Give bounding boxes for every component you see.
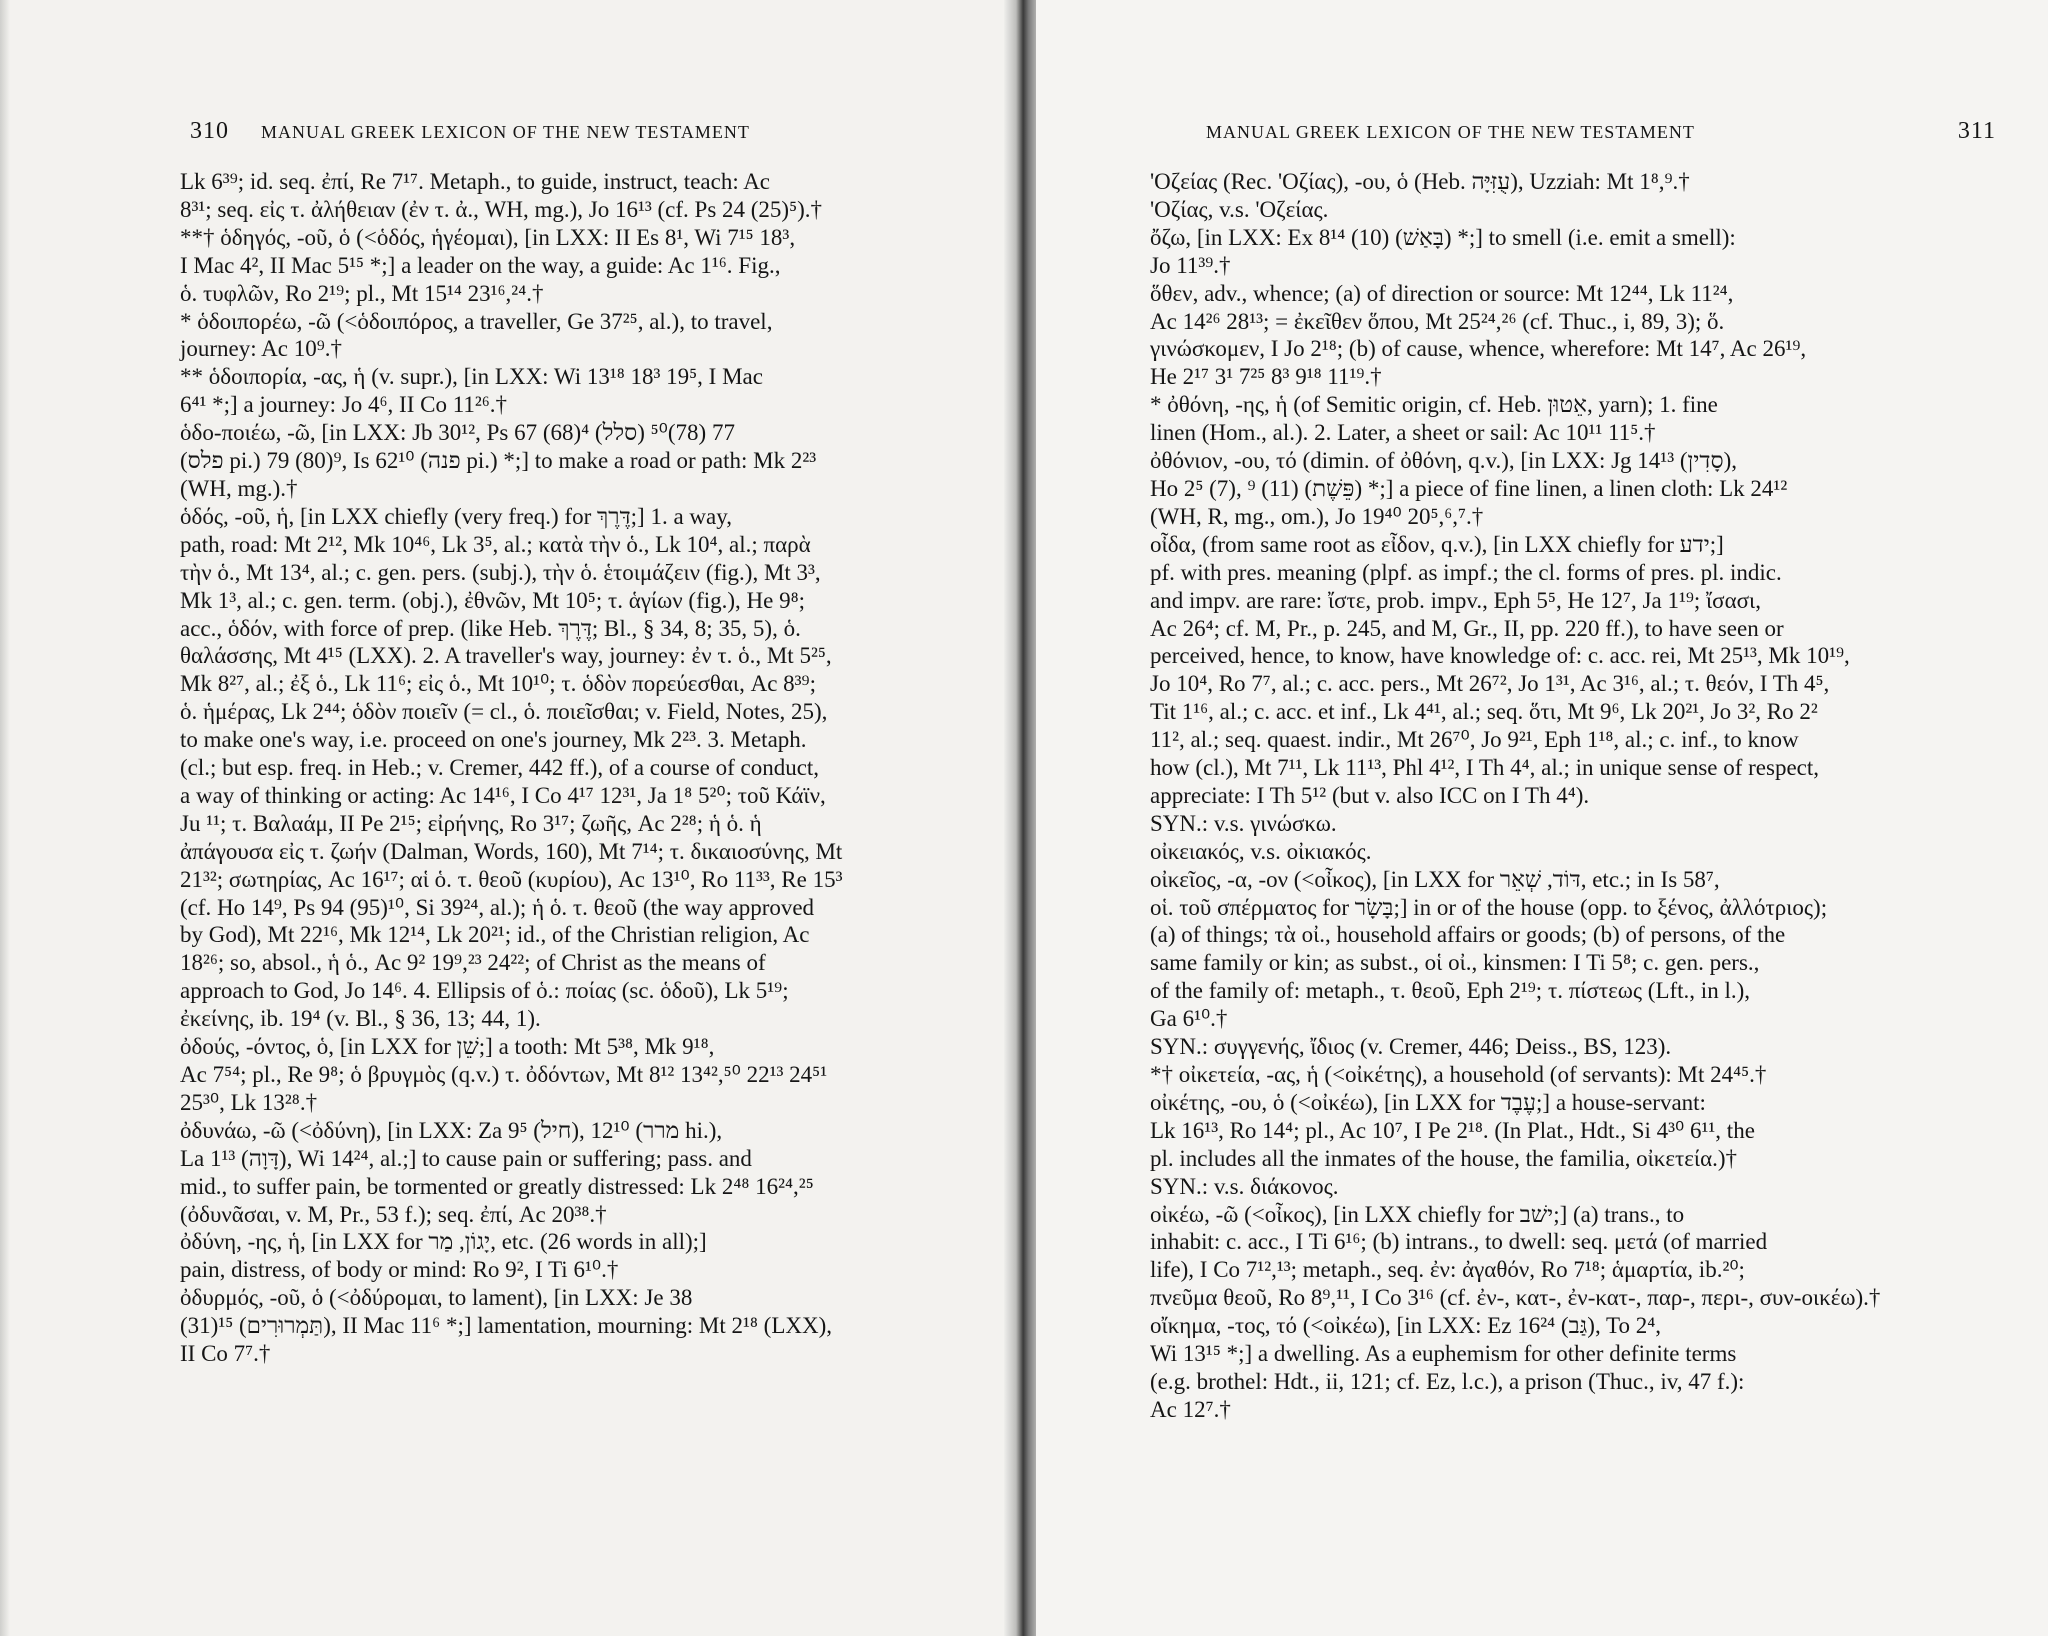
text-line: 6⁴¹ *;] a journey: Jo 4⁶, II Co 11²⁶.† xyxy=(180,392,508,418)
text-line: pf. with pres. meaning (plpf. as impf.; the cl. forms of pres. pl. indic. xyxy=(1150,559,1782,585)
text-line: approach to God, Jo 14⁶. 4. Ellipsis of ὁ.: ποίας (sc. ὁδοῦ), Lk 5¹⁹; xyxy=(180,978,789,1004)
text-line: οἰκέτης, -ου, ὁ (<οἰκέω), [in LXX for עֶבֶד;] a house-servant: xyxy=(1150,1089,1706,1115)
text-line: ἀπάγουσα εἰς τ. ζωήν (Dalman, Words, 160), Mt 7¹⁴; τ. δικαιοσύνης, Mt xyxy=(180,838,843,864)
text-line: SYN.: συγγενής, ἴδιος (v. Cremer, 446; Deiss., BS, 123). xyxy=(1150,1034,1672,1060)
right-page-number: 311 xyxy=(1957,118,1996,144)
text-line: (cl.; but esp. freq. in Heb.; v. Cremer, 442 ff.), of a course of conduct, xyxy=(180,755,820,781)
text-line: Tit 1¹⁶, al.; c. acc. et inf., Lk 4⁴¹, al.; seq. ὅτι, Mt 9⁶, Lk 20²¹, Jo 3², Ro 2² xyxy=(1150,699,1818,725)
text-line: SYN.: v.s. γινώσκω. xyxy=(1150,810,1337,836)
text-line: ὁδο-ποιέω, -ῶ, [in LXX: Jb 30¹², Ps 67 (68)⁴ (סלל) 77 (78)⁵⁰ xyxy=(180,420,735,446)
text-line: Ga 6¹⁰.† xyxy=(1150,1006,1228,1032)
text-line: 18²⁶; so, absol., ἡ ὁ., Ac 9² 19⁹,²³ 24²²; of Christ as the means of xyxy=(180,950,766,976)
text-line: 21³²; σωτηρίας, Ac 16¹⁷; αἱ ὁ. τ. θεοῦ (κυρίου), Ac 13¹⁰, Ro 11³³, Re 15³ xyxy=(180,866,843,892)
text-line: Ac 12⁷.† xyxy=(1150,1396,1231,1422)
text-line: ὁ. τυφλῶν, Ro 2¹⁹; pl., Mt 15¹⁴ 23¹⁶,²⁴.† xyxy=(180,280,544,306)
text-line: pl. includes all the inmates of the house, the familia, οἰκετεία.)† xyxy=(1150,1145,1738,1171)
text-line: II Co 7⁷.† xyxy=(180,1341,271,1367)
text-line: life), I Co 7¹²,¹³; metaph., seq. ἐν: ἀγαθόν, Ro 7¹⁸; ἁμαρτία, ib.²⁰; xyxy=(1150,1257,1745,1283)
text-line: I Mac 4², II Mac 5¹⁵ *;] a leader on the way, a guide: Ac 1¹⁶. Fig., xyxy=(180,252,781,278)
text-line: ὀδούς, -όντος, ὁ, [in LXX for שֵׁן;] a tooth: Mt 5³⁸, Mk 9¹⁸, xyxy=(180,1034,715,1060)
text-line: 11², al.; seq. quaest. indir., Mt 26⁷⁰, Jo 9²¹, Eph 1¹⁸, al.; c. inf., to know xyxy=(1150,727,1799,753)
text-line: 8³¹; seq. εἰς τ. ἀλήθειαν (ἐν τ. ἀ., WH, mg.), Jo 16¹³ (cf. Ps 24 (25)⁵).† xyxy=(180,196,823,222)
text-line: SYN.: v.s. διάκονος. xyxy=(1150,1173,1339,1199)
text-line: 'Οζείας (Rec. 'Οζίας), -ου, ὁ (Heb. עֻזִּיָּה), Uzziah: Mt 1⁸,⁹.† xyxy=(1150,169,1690,194)
text-line: La 1¹³ (דָּוָה), Wi 14²⁴, al.;] to cause pain or suffering; pass. and xyxy=(180,1145,752,1171)
text-line: pain, distress, of body or mind: Ro 9², I Ti 6¹⁰.† xyxy=(180,1257,619,1283)
text-line: Ju ¹¹; τ. Βαλαάμ, II Pe 2¹⁵; εἰρήνης, Ro 3¹⁷; ζωῆς, Ac 2²⁸; ἡ ὁ. ἡ xyxy=(180,810,762,836)
right-running-head xyxy=(1206,118,1996,158)
text-line: same family or kin; as subst., οἱ οἰ., kinsmen: I Ti 5⁸; c. gen. pers., xyxy=(1150,950,1760,976)
text-line: (ὀδυνᾶσαι, v. M, Pr., 53 f.); seq. ἐπί, Ac 20³⁸.† xyxy=(180,1201,607,1227)
text-line: (פלס pi.) 79 (80)⁹, Is 62¹⁰ (פנה pi.) *;] to make a road or path: Mk 2²³ xyxy=(180,448,817,474)
text-line: appreciate: I Th 5¹² (but v. also ICC on I Th 4⁴). xyxy=(1150,782,1590,808)
text-line: and impv. are rare: ἴστε, prob. impv., Eph 5⁵, He 12⁷, Ja 1¹⁹; ἴσασι, xyxy=(1150,587,1761,613)
text-line: He 2¹⁷ 3¹ 7²⁵ 8³ 9¹⁸ 11¹⁹.† xyxy=(1150,364,1382,390)
right-page xyxy=(1036,0,2048,1636)
text-line: path, road: Mt 2¹², Mk 10⁴⁶, Lk 3⁵, al.; κατὰ τὴν ὁ., Lk 10⁴, al.; παρὰ xyxy=(180,531,811,557)
page-edge xyxy=(0,0,10,1636)
text-line: γινώσκομεν, I Jo 2¹⁸; (b) of cause, whence, wherefore: Mt 14⁷, Ac 26¹⁹, xyxy=(1150,336,1807,362)
text-line: Ho 2⁵ (7), ⁹ (11) (פֵּשֶׁת) *;] a piece of fine linen, a linen cloth: Lk 24¹² xyxy=(1150,475,1788,501)
text-line: Lk 6³⁹; id. seq. ἐπί, Re 7¹⁷. Metaph., to guide, instruct, teach: Ac xyxy=(180,169,771,194)
left-text-block xyxy=(180,168,950,1368)
text-line: Ac 7⁵⁴; pl., Re 9⁸; ὁ βρυγμὸς (q.v.) τ. ὀδόντων, Mt 8¹² 13⁴²,⁵⁰ 22¹³ 24⁵¹ xyxy=(180,1062,828,1087)
text-line: οἱ. τοῦ σπέρματος for בָּשָׂר;] in or of the house (opp. to ξένος, ἀλλότριος); xyxy=(1150,894,1828,920)
text-line: Ac 14²⁶ 28¹³; = ἐκεῖθεν ὅπου, Mt 25²⁴,²⁶ (cf. Thuc., i, 89, 3); ὅ. xyxy=(1150,308,1725,334)
text-line: ὀδυρμός, -οῦ, ὁ (<ὀδύρομαι, to lament), [in LXX: Je 38 xyxy=(180,1285,693,1311)
text-line: ὀθόνιον, -ου, τό (dimin. of ὀθόνη, q.v.), [in LXX: Jg 14¹³ (סָדִין), xyxy=(1150,448,1737,474)
text-line: οἰκέω, -ῶ (<οἶκος), [in LXX chiefly for ישׁב;] (a) trans., to xyxy=(1150,1201,1685,1227)
text-line: οἰκειακός, v.s. οἰκιακός. xyxy=(1150,838,1372,864)
text-line: οἴκημα, -τος, τό (<οἰκέω), [in LXX: Ez 16²⁴ (גַּב), To 2⁴, xyxy=(1150,1313,1661,1339)
text-line: of the family of: metaph., τ. θεοῦ, Eph 2¹⁹; τ. πίστεως (Lft., in l.), xyxy=(1150,978,1750,1004)
text-line: Mk 1³, al.; c. gen. term. (obj.), ἐθνῶν, Mt 10⁵; τ. ἁγίων (fig.), He 9⁸; xyxy=(180,587,805,613)
text-line: Jo 11³⁹.† xyxy=(1150,252,1231,278)
text-line: ἐκείνης, ib. 19⁴ (v. Bl., § 36, 13; 44, 1). xyxy=(180,1006,541,1032)
text-line: (cf. Ho 14⁹, Ps 94 (95)¹⁰, Si 39²⁴, al.); ἡ ὁ. τ. θεοῦ (the way approved xyxy=(180,894,815,920)
text-line: ὁ. ἡμέρας, Lk 2⁴⁴; ὁδὸν ποιεῖν (= cl., ὁ. ποιεῖσθαι; v. Field, Notes, 25), xyxy=(180,699,828,725)
text-line: journey: Ac 10⁹.† xyxy=(180,336,342,362)
text-line: (31)¹⁵ (תַּמְרוּרִים), II Mac 11⁶ *;] lamentation, mourning: Mt 2¹⁸ (LXX), xyxy=(180,1313,832,1339)
text-line: ὀδύνη, -ης, ἡ, [in LXX for יָגוֹן, מַר, etc. (26 words in all);] xyxy=(180,1229,707,1255)
text-line: ὄζω, [in LXX: Ex 8¹⁴ (10) (בָּאַשׁ) *;] to smell (i.e. emit a smell): xyxy=(1150,224,1736,250)
right-text-block xyxy=(1150,168,1940,1424)
text-line: θαλάσσης, Mt 4¹⁵ (LXX). 2. A traveller's way, journey: ἐν τ. ὁ., Mt 5²⁵, xyxy=(180,643,832,669)
text-line: linen (Hom., al.). 2. Later, a sheet or sail: Ac 10¹¹ 11⁵.† xyxy=(1150,420,1656,446)
left-page-number: 310 xyxy=(190,118,229,144)
text-line: (WH, mg.).† xyxy=(180,475,298,501)
text-line: ὁδός, -οῦ, ἡ, [in LXX chiefly (very freq.) for דֶּרֶךְ;] 1. a way, xyxy=(180,503,733,529)
text-line: 25³⁰, Lk 13²⁸.† xyxy=(180,1089,318,1115)
text-line: mid., to suffer pain, be tormented or greatly distressed: Lk 2⁴⁸ 16²⁴,²⁵ xyxy=(180,1173,814,1199)
text-line: Jo 10⁴, Ro 7⁷, al.; c. acc. pers., Mt 26⁷², Jo 1³¹, Ac 3¹⁶, al.; τ. θεόν, I Th 4⁵, xyxy=(1150,671,1830,697)
text-line: Mk 8²⁷, al.; ἐξ ὁ., Lk 11⁶; εἰς ὁ., Mt 10¹⁰; τ. ὁδὸν πορεύεσθαι, Ac 8³⁹; xyxy=(180,671,816,697)
left-page xyxy=(0,0,1012,1636)
text-line: acc., ὁδόν, with force of prep. (like Heb. דֶּרֶךְ; Bl., § 34, 8; 35, 5), ὁ. xyxy=(180,615,801,641)
text-line: inhabit: c. acc., I Ti 6¹⁶; (b) intrans., to dwell: seq. μετά (of married xyxy=(1150,1229,1768,1255)
right-running-title: MANUAL GREEK LEXICON OF THE NEW TESTAMENT xyxy=(1206,122,1695,142)
text-line: (e.g. brothel: Hdt., ii, 121; cf. Ez, l.c.), a prison (Thuc., iv, 47 f.): xyxy=(1150,1368,1745,1394)
left-running-title: MANUAL GREEK LEXICON OF THE NEW TESTAMENT xyxy=(261,122,750,142)
text-line: a way of thinking or acting: Ac 14¹⁶, I Co 4¹⁷ 12³¹, Ja 1⁸ 5²⁰; τοῦ Κάϊν, xyxy=(180,782,826,808)
text-line: Wi 13¹⁵ *;] a dwelling. As a euphemism for other definite terms xyxy=(1150,1341,1737,1367)
text-line: to make one's way, i.e. proceed on one's journey, Mk 2²³. 3. Metaph. xyxy=(180,727,807,753)
left-running-head xyxy=(190,118,980,158)
text-line: *† οἰκετεία, -ας, ἡ (<οἰκέτης), a household (of servants): Mt 24⁴⁵.† xyxy=(1150,1062,1767,1087)
text-line: perceived, hence, to know, have knowledge of: c. acc. rei, Mt 25¹³, Mk 10¹⁹, xyxy=(1150,643,1850,669)
text-line: οἶδα, (from same root as εἶδον, q.v.), [in LXX chiefly for ידע;] xyxy=(1150,531,1724,557)
text-line: by God), Mt 22¹⁶, Mk 12¹⁴, Lk 20²¹; id., of the Christian religion, Ac xyxy=(180,922,810,948)
text-line: Lk 16¹³, Ro 14⁴; pl., Ac 10⁷, I Pe 2¹⁸. (In Plat., Hdt., Si 4³⁰ 6¹¹, the xyxy=(1150,1117,1755,1143)
text-line: (a) of things; τὰ οἰ., household affairs or goods; (b) of persons, of the xyxy=(1150,922,1786,948)
text-line: ὀδυνάω, -ῶ (<ὀδύνη), [in LXX: Za 9⁵ (חיל), 12¹⁰ (מרר hi.), xyxy=(180,1117,723,1143)
text-line: **† ὁδηγός, -οῦ, ὁ (<ὁδός, ἡγέομαι), [in LXX: II Es 8¹, Wi 7¹⁵ 18³, xyxy=(180,224,796,250)
text-line: τὴν ὁ., Mt 13⁴, al.; c. gen. pers. (subj.), τὴν ὁ. ἑτοιμάζειν (fig.), Mt 3³, xyxy=(180,559,821,585)
text-line: how (cl.), Mt 7¹¹, Lk 11¹³, Phl 4¹², I Th 4⁴, al.; in unique sense of respect, xyxy=(1150,755,1820,781)
text-line: οἰκεῖος, -α, -ον (<οἶκος), [in LXX for דּוֹד, שְׁאֵר, etc.; in Is 58⁷, xyxy=(1150,866,1720,892)
text-line: ** ὁδοιπορία, -ας, ἡ (v. supr.), [in LXX: Wi 13¹⁸ 18³ 19⁵, I Mac xyxy=(180,364,763,390)
text-line: * ὁδοιπορέω, -ῶ (<ὁδοιπόρος, a traveller, Ge 37²⁵, al.), to travel, xyxy=(180,308,773,334)
text-line: * ὀθόνη, -ης, ἡ (of Semitic origin, cf. Heb. אֵטוּן, yarn); 1. fine xyxy=(1150,392,1718,418)
text-line: ὅθεν, adv., whence; (a) of direction or source: Mt 12⁴⁴, Lk 11²⁴, xyxy=(1150,280,1734,306)
text-line: πνεῦμα θεοῦ, Ro 8⁹,¹¹, I Co 3¹⁶ (cf. ἐν-, κατ-, ἐν-κατ-, παρ-, περι-, συν-οικέω).† xyxy=(1150,1285,1881,1311)
text-line: (WH, R, mg., om.), Jo 19⁴⁰ 20⁵,⁶,⁷.† xyxy=(1150,503,1484,529)
text-line: Ac 26⁴; cf. M, Pr., p. 245, and M, Gr., II, pp. 220 ff.), to have seen or xyxy=(1150,615,1784,641)
text-line: 'Οζίας, v.s. 'Οζείας. xyxy=(1150,196,1329,222)
